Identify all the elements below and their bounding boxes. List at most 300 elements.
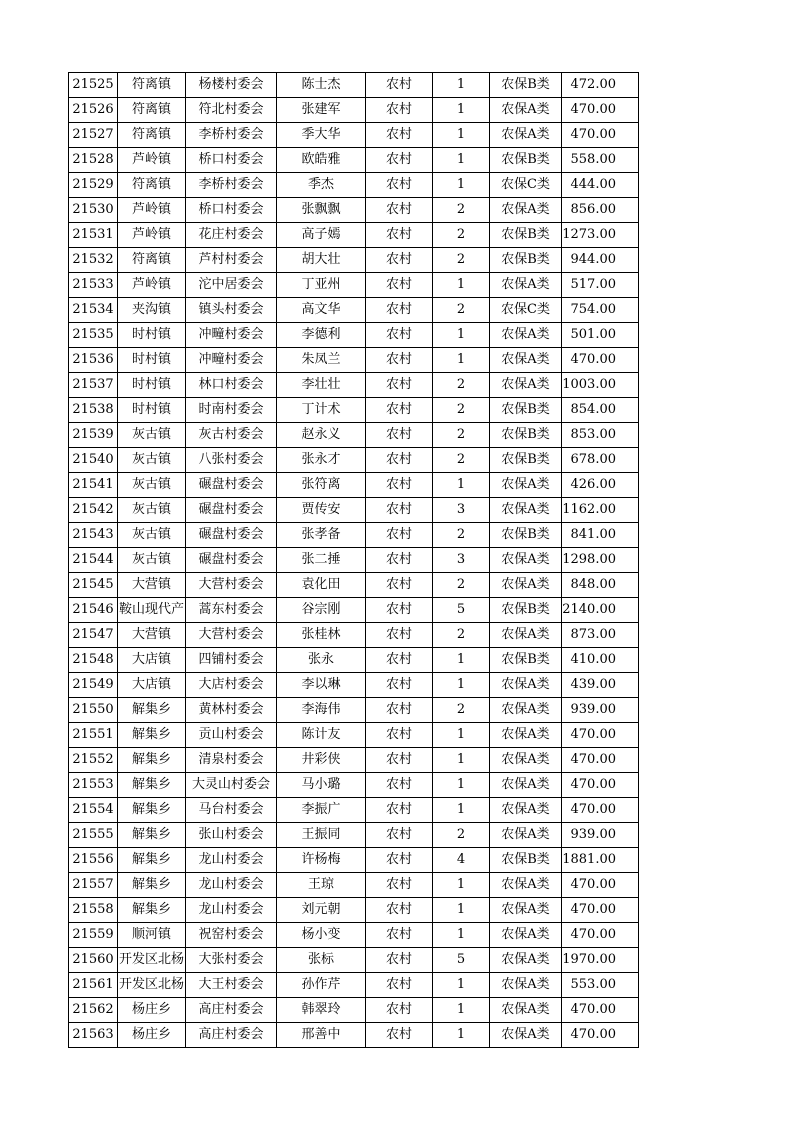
member-count-cell: 1 (433, 898, 490, 923)
table-row (69, 698, 639, 723)
record-id-cell: 21540 (69, 448, 118, 473)
name-cell: 马小璐 (277, 773, 366, 798)
table-row (69, 748, 639, 773)
town-cell: 灰古镇 (118, 523, 186, 548)
amount-cell: 558.00 (562, 148, 639, 173)
category-cell: 农保A类 (490, 823, 562, 848)
table-row (69, 798, 639, 823)
amount-cell: 470.00 (562, 723, 639, 748)
amount-cell: 470.00 (562, 1023, 639, 1048)
town-cell: 符离镇 (118, 173, 186, 198)
village-cell: 花庄村委会 (186, 223, 277, 248)
household-type-cell: 农村 (366, 448, 433, 473)
member-count-cell: 3 (433, 498, 490, 523)
name-cell: 张孝备 (277, 523, 366, 548)
town-cell: 芦岭镇 (118, 148, 186, 173)
name-cell: 贾传安 (277, 498, 366, 523)
name-cell: 王振同 (277, 823, 366, 848)
category-cell: 农保B类 (490, 598, 562, 623)
category-cell: 农保A类 (490, 198, 562, 223)
table-row (69, 173, 639, 198)
record-id-cell: 21545 (69, 573, 118, 598)
household-type-cell: 农村 (366, 923, 433, 948)
table-row (69, 398, 639, 423)
category-cell: 农保B类 (490, 848, 562, 873)
category-cell: 农保B类 (490, 448, 562, 473)
table-row (69, 598, 639, 623)
category-cell: 农保B类 (490, 248, 562, 273)
name-cell: 张符离 (277, 473, 366, 498)
category-cell: 农保A类 (490, 273, 562, 298)
amount-cell: 678.00 (562, 448, 639, 473)
category-cell: 农保A类 (490, 623, 562, 648)
household-type-cell: 农村 (366, 273, 433, 298)
category-cell: 农保B类 (490, 398, 562, 423)
name-cell: 李壮壮 (277, 373, 366, 398)
category-cell: 农保A类 (490, 773, 562, 798)
member-count-cell: 1 (433, 273, 490, 298)
village-cell: 镇头村委会 (186, 298, 277, 323)
town-cell: 灰古镇 (118, 423, 186, 448)
town-cell: 时村镇 (118, 398, 186, 423)
amount-cell: 439.00 (562, 673, 639, 698)
name-cell: 季杰 (277, 173, 366, 198)
name-cell: 张永才 (277, 448, 366, 473)
town-cell: 解集乡 (118, 698, 186, 723)
village-cell: 芦村村委会 (186, 248, 277, 273)
amount-cell: 873.00 (562, 623, 639, 648)
household-type-cell: 农村 (366, 973, 433, 998)
table-row (69, 348, 639, 373)
record-id-cell: 21550 (69, 698, 118, 723)
amount-cell: 517.00 (562, 273, 639, 298)
village-cell: 黄林村委会 (186, 698, 277, 723)
town-cell: 灰古镇 (118, 548, 186, 573)
record-id-cell: 21536 (69, 348, 118, 373)
village-cell: 四铺村委会 (186, 648, 277, 673)
name-cell: 高子嫣 (277, 223, 366, 248)
town-cell: 符离镇 (118, 248, 186, 273)
name-cell: 李以琳 (277, 673, 366, 698)
amount-cell: 939.00 (562, 698, 639, 723)
village-cell: 大张村委会 (186, 948, 277, 973)
member-count-cell: 1 (433, 1023, 490, 1048)
amount-cell: 470.00 (562, 98, 639, 123)
name-cell: 王琼 (277, 873, 366, 898)
village-cell: 高庄村委会 (186, 998, 277, 1023)
town-cell: 鞍山现代产 (118, 598, 186, 623)
household-type-cell: 农村 (366, 748, 433, 773)
record-id-cell: 21525 (69, 73, 118, 98)
household-type-cell: 农村 (366, 198, 433, 223)
village-cell: 张山村委会 (186, 823, 277, 848)
category-cell: 农保A类 (490, 673, 562, 698)
category-cell: 农保B类 (490, 73, 562, 98)
member-count-cell: 1 (433, 873, 490, 898)
amount-cell: 426.00 (562, 473, 639, 498)
town-cell: 夹沟镇 (118, 298, 186, 323)
category-cell: 农保A类 (490, 923, 562, 948)
record-id-cell: 21532 (69, 248, 118, 273)
record-id-cell: 21551 (69, 723, 118, 748)
household-type-cell: 农村 (366, 123, 433, 148)
village-cell: 桥口村委会 (186, 198, 277, 223)
household-type-cell: 农村 (366, 723, 433, 748)
category-cell: 农保A类 (490, 548, 562, 573)
member-count-cell: 2 (433, 198, 490, 223)
village-cell: 龙山村委会 (186, 848, 277, 873)
amount-cell: 856.00 (562, 198, 639, 223)
household-type-cell: 农村 (366, 548, 433, 573)
member-count-cell: 1 (433, 648, 490, 673)
amount-cell: 754.00 (562, 298, 639, 323)
category-cell: 农保A类 (490, 473, 562, 498)
household-type-cell: 农村 (366, 598, 433, 623)
amount-cell: 1881.00 (562, 848, 639, 873)
household-type-cell: 农村 (366, 898, 433, 923)
member-count-cell: 1 (433, 148, 490, 173)
member-count-cell: 2 (433, 523, 490, 548)
category-cell: 农保A类 (490, 573, 562, 598)
record-id-cell: 21529 (69, 173, 118, 198)
village-cell: 碾盘村委会 (186, 498, 277, 523)
record-id-cell: 21527 (69, 123, 118, 148)
category-cell: 农保A类 (490, 798, 562, 823)
record-id-cell: 21547 (69, 623, 118, 648)
member-count-cell: 1 (433, 748, 490, 773)
record-id-cell: 21563 (69, 1023, 118, 1048)
village-cell: 贡山村委会 (186, 723, 277, 748)
village-cell: 大营村委会 (186, 573, 277, 598)
town-cell: 解集乡 (118, 823, 186, 848)
household-type-cell: 农村 (366, 398, 433, 423)
household-type-cell: 农村 (366, 348, 433, 373)
town-cell: 解集乡 (118, 773, 186, 798)
record-id-cell: 21555 (69, 823, 118, 848)
category-cell: 农保A类 (490, 373, 562, 398)
household-type-cell: 农村 (366, 423, 433, 448)
member-count-cell: 5 (433, 948, 490, 973)
amount-cell: 472.00 (562, 73, 639, 98)
household-type-cell: 农村 (366, 798, 433, 823)
table-row (69, 548, 639, 573)
record-id-cell: 21558 (69, 898, 118, 923)
table-row (69, 473, 639, 498)
record-id-cell: 21548 (69, 648, 118, 673)
town-cell: 大营镇 (118, 623, 186, 648)
table-row (69, 248, 639, 273)
town-cell: 开发区北杨 (118, 973, 186, 998)
category-cell: 农保A类 (490, 948, 562, 973)
name-cell: 张二捶 (277, 548, 366, 573)
record-id-cell: 21539 (69, 423, 118, 448)
record-id-cell: 21554 (69, 798, 118, 823)
table-row (69, 923, 639, 948)
member-count-cell: 1 (433, 773, 490, 798)
member-count-cell: 4 (433, 848, 490, 873)
town-cell: 大营镇 (118, 573, 186, 598)
member-count-cell: 2 (433, 298, 490, 323)
amount-cell: 470.00 (562, 798, 639, 823)
member-count-cell: 2 (433, 423, 490, 448)
member-count-cell: 1 (433, 123, 490, 148)
village-cell: 清泉村委会 (186, 748, 277, 773)
town-cell: 顺河镇 (118, 923, 186, 948)
category-cell: 农保A类 (490, 498, 562, 523)
table-row (69, 848, 639, 873)
name-cell: 高文华 (277, 298, 366, 323)
record-id-cell: 21553 (69, 773, 118, 798)
town-cell: 符离镇 (118, 98, 186, 123)
member-count-cell: 2 (433, 823, 490, 848)
table-row (69, 773, 639, 798)
table-row (69, 423, 639, 448)
name-cell: 季大华 (277, 123, 366, 148)
town-cell: 解集乡 (118, 848, 186, 873)
member-count-cell: 1 (433, 98, 490, 123)
category-cell: 农保B类 (490, 423, 562, 448)
table-row (69, 298, 639, 323)
town-cell: 时村镇 (118, 348, 186, 373)
amount-cell: 1298.00 (562, 548, 639, 573)
table-row (69, 1023, 639, 1048)
town-cell: 灰古镇 (118, 448, 186, 473)
record-id-cell: 21549 (69, 673, 118, 698)
town-cell: 杨庄乡 (118, 1023, 186, 1048)
village-cell: 冲疃村委会 (186, 323, 277, 348)
table-row (69, 723, 639, 748)
member-count-cell: 3 (433, 548, 490, 573)
table-row (69, 948, 639, 973)
record-id-cell: 21560 (69, 948, 118, 973)
name-cell: 赵永义 (277, 423, 366, 448)
town-cell: 时村镇 (118, 373, 186, 398)
household-type-cell: 农村 (366, 648, 433, 673)
name-cell: 邢善中 (277, 1023, 366, 1048)
category-cell: 农保A类 (490, 698, 562, 723)
name-cell: 张飘飘 (277, 198, 366, 223)
amount-cell: 1003.00 (562, 373, 639, 398)
record-id-cell: 21530 (69, 198, 118, 223)
table-row (69, 273, 639, 298)
category-cell: 农保A类 (490, 323, 562, 348)
table-row (69, 673, 639, 698)
household-type-cell: 农村 (366, 948, 433, 973)
name-cell: 欧皓雅 (277, 148, 366, 173)
amount-cell: 470.00 (562, 348, 639, 373)
household-type-cell: 农村 (366, 523, 433, 548)
table-body (69, 73, 639, 1048)
member-count-cell: 5 (433, 598, 490, 623)
name-cell: 李德利 (277, 323, 366, 348)
record-id-cell: 21559 (69, 923, 118, 948)
table-row (69, 123, 639, 148)
category-cell: 农保A类 (490, 1023, 562, 1048)
amount-cell: 501.00 (562, 323, 639, 348)
member-count-cell: 2 (433, 398, 490, 423)
amount-cell: 470.00 (562, 773, 639, 798)
member-count-cell: 1 (433, 798, 490, 823)
amount-cell: 470.00 (562, 748, 639, 773)
town-cell: 灰古镇 (118, 498, 186, 523)
village-cell: 龙山村委会 (186, 873, 277, 898)
village-cell: 高庄村委会 (186, 1023, 277, 1048)
member-count-cell: 1 (433, 723, 490, 748)
town-cell: 杨庄乡 (118, 998, 186, 1023)
member-count-cell: 1 (433, 923, 490, 948)
member-count-cell: 1 (433, 323, 490, 348)
table-row (69, 998, 639, 1023)
household-type-cell: 农村 (366, 773, 433, 798)
town-cell: 解集乡 (118, 798, 186, 823)
category-cell: 农保A类 (490, 898, 562, 923)
name-cell: 朱凤兰 (277, 348, 366, 373)
household-type-cell: 农村 (366, 698, 433, 723)
member-count-cell: 2 (433, 448, 490, 473)
household-type-cell: 农村 (366, 223, 433, 248)
table-row (69, 323, 639, 348)
record-id-cell: 21533 (69, 273, 118, 298)
town-cell: 芦岭镇 (118, 223, 186, 248)
household-type-cell: 农村 (366, 873, 433, 898)
village-cell: 灰古村委会 (186, 423, 277, 448)
village-cell: 碾盘村委会 (186, 523, 277, 548)
name-cell: 刘元朝 (277, 898, 366, 923)
amount-cell: 944.00 (562, 248, 639, 273)
table-row (69, 648, 639, 673)
records-table (68, 72, 639, 1048)
member-count-cell: 1 (433, 173, 490, 198)
village-cell: 祝窑村委会 (186, 923, 277, 948)
town-cell: 芦岭镇 (118, 198, 186, 223)
table-row (69, 823, 639, 848)
name-cell: 杨小变 (277, 923, 366, 948)
category-cell: 农保A类 (490, 123, 562, 148)
table-row (69, 623, 639, 648)
village-cell: 碾盘村委会 (186, 548, 277, 573)
record-id-cell: 21526 (69, 98, 118, 123)
table-row (69, 223, 639, 248)
village-cell: 杨楼村委会 (186, 73, 277, 98)
household-type-cell: 农村 (366, 373, 433, 398)
town-cell: 解集乡 (118, 723, 186, 748)
village-cell: 符北村委会 (186, 98, 277, 123)
name-cell: 李振广 (277, 798, 366, 823)
household-type-cell: 农村 (366, 473, 433, 498)
member-count-cell: 2 (433, 248, 490, 273)
village-cell: 大店村委会 (186, 673, 277, 698)
name-cell: 袁化田 (277, 573, 366, 598)
record-id-cell: 21546 (69, 598, 118, 623)
category-cell: 农保A类 (490, 723, 562, 748)
household-type-cell: 农村 (366, 248, 433, 273)
household-type-cell: 农村 (366, 98, 433, 123)
name-cell: 张建军 (277, 98, 366, 123)
record-id-cell: 21561 (69, 973, 118, 998)
village-cell: 李桥村委会 (186, 123, 277, 148)
name-cell: 陈计友 (277, 723, 366, 748)
member-count-cell: 1 (433, 973, 490, 998)
name-cell: 张桂林 (277, 623, 366, 648)
amount-cell: 2140.00 (562, 598, 639, 623)
table-row (69, 373, 639, 398)
town-cell: 解集乡 (118, 748, 186, 773)
town-cell: 符离镇 (118, 73, 186, 98)
record-id-cell: 21556 (69, 848, 118, 873)
table-row (69, 73, 639, 98)
name-cell: 孙作芹 (277, 973, 366, 998)
record-id-cell: 21552 (69, 748, 118, 773)
member-count-cell: 2 (433, 573, 490, 598)
household-type-cell: 农村 (366, 673, 433, 698)
record-id-cell: 21535 (69, 323, 118, 348)
amount-cell: 854.00 (562, 398, 639, 423)
record-id-cell: 21528 (69, 148, 118, 173)
amount-cell: 848.00 (562, 573, 639, 598)
table-row (69, 98, 639, 123)
town-cell: 解集乡 (118, 898, 186, 923)
town-cell: 大店镇 (118, 673, 186, 698)
member-count-cell: 2 (433, 698, 490, 723)
amount-cell: 853.00 (562, 423, 639, 448)
amount-cell: 470.00 (562, 873, 639, 898)
amount-cell: 470.00 (562, 123, 639, 148)
village-cell: 沱中居委会 (186, 273, 277, 298)
town-cell: 大店镇 (118, 648, 186, 673)
household-type-cell: 农村 (366, 998, 433, 1023)
category-cell: 农保C类 (490, 298, 562, 323)
amount-cell: 553.00 (562, 973, 639, 998)
name-cell: 丁亚州 (277, 273, 366, 298)
village-cell: 林口村委会 (186, 373, 277, 398)
table-row (69, 873, 639, 898)
amount-cell: 1273.00 (562, 223, 639, 248)
amount-cell: 841.00 (562, 523, 639, 548)
village-cell: 龙山村委会 (186, 898, 277, 923)
village-cell: 蒿东村委会 (186, 598, 277, 623)
record-id-cell: 21562 (69, 998, 118, 1023)
record-id-cell: 21534 (69, 298, 118, 323)
category-cell: 农保B类 (490, 523, 562, 548)
table-row (69, 573, 639, 598)
household-type-cell: 农村 (366, 573, 433, 598)
name-cell: 李海伟 (277, 698, 366, 723)
category-cell: 农保A类 (490, 973, 562, 998)
household-type-cell: 农村 (366, 1023, 433, 1048)
member-count-cell: 1 (433, 348, 490, 373)
name-cell: 井彩侠 (277, 748, 366, 773)
household-type-cell: 农村 (366, 623, 433, 648)
member-count-cell: 2 (433, 373, 490, 398)
name-cell: 许杨梅 (277, 848, 366, 873)
village-cell: 大灵山村委会 (186, 773, 277, 798)
name-cell: 丁计术 (277, 398, 366, 423)
record-id-cell: 21531 (69, 223, 118, 248)
table-row (69, 148, 639, 173)
category-cell: 农保A类 (490, 873, 562, 898)
village-cell: 李桥村委会 (186, 173, 277, 198)
table-row (69, 973, 639, 998)
amount-cell: 470.00 (562, 998, 639, 1023)
record-id-cell: 21537 (69, 373, 118, 398)
table-row (69, 198, 639, 223)
village-cell: 大营村委会 (186, 623, 277, 648)
record-id-cell: 21538 (69, 398, 118, 423)
amount-cell: 1970.00 (562, 948, 639, 973)
household-type-cell: 农村 (366, 298, 433, 323)
name-cell: 张标 (277, 948, 366, 973)
amount-cell: 410.00 (562, 648, 639, 673)
